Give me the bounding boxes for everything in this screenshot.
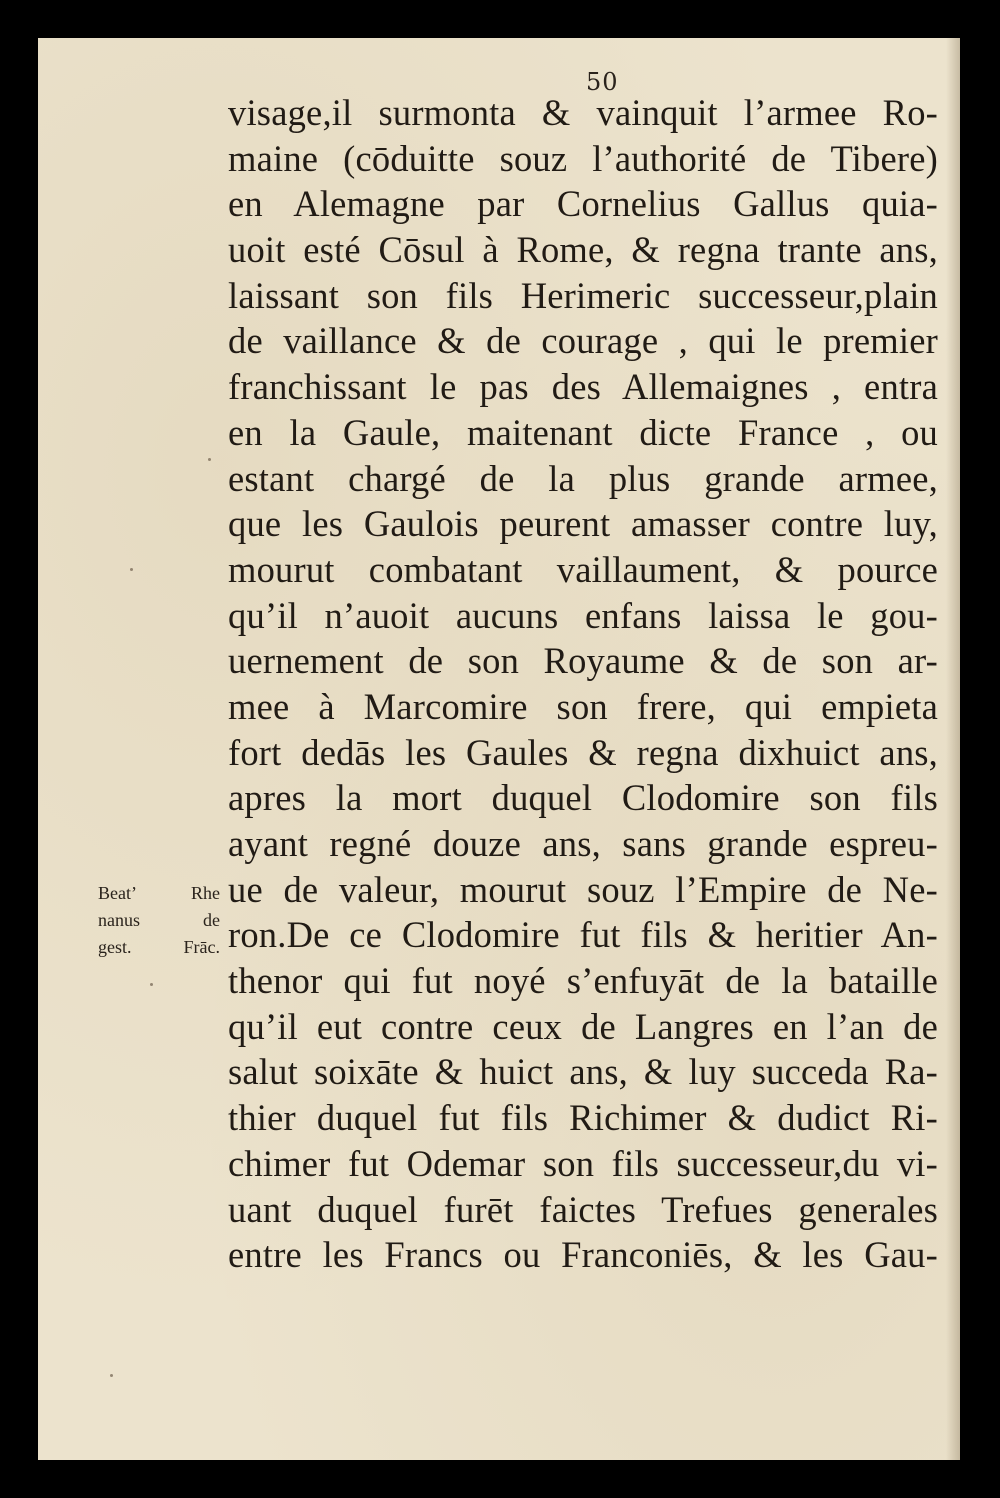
- page-edge-shadow: [946, 38, 960, 1460]
- text-line: ayant regné douze ans, sans grande espreu-: [228, 823, 938, 864]
- text-line: uernement de son Royaume & de son ar-: [228, 640, 938, 682]
- ink-speck: [110, 1374, 113, 1377]
- text-line: en Alemagne par Cornelius Gallus quia-: [228, 183, 938, 225]
- book-page: [38, 38, 960, 1460]
- margin-note-line: Beat’ Rhe: [98, 883, 220, 903]
- text-line: visage,il surmonta & vainquit l’armee Ro-: [228, 92, 938, 133]
- text-line: franchissant le pas des Allemaignes , entra: [228, 366, 938, 408]
- ink-speck: [130, 568, 133, 571]
- text-line: en la Gaule, maitenant dicte France , ou: [228, 411, 938, 453]
- text-line: de vaillance & de courage , qui le premier: [228, 320, 938, 362]
- margin-note-line: gest. Frāc.: [98, 937, 220, 957]
- text-line: que les Gaulois peurent amasser contre luy,: [228, 503, 938, 545]
- text-line: fort dedās les Gaules & regna dixhuict ans,: [228, 731, 938, 773]
- text-line: salut soixāte & huict ans, & luy succeda Ra-: [228, 1051, 938, 1093]
- text-line: ue de valeur, mourut souz l’Empire de Ne-: [228, 868, 938, 910]
- text-line: mourut combatant vaillaument, & pource: [228, 548, 938, 590]
- text-line: qu’il n’auoit aucuns enfans laissa le gou-: [228, 594, 938, 636]
- margin-note: [98, 880, 220, 961]
- text-line: ron.De ce Clodomire fut fils & heritier An-: [228, 914, 938, 956]
- text-line: apres la mort duquel Clodomire son fils: [228, 777, 938, 819]
- text-line: qu’il eut contre ceux de Langres en l’an de: [228, 1005, 938, 1047]
- text-line: estant chargé de la plus grande armee,: [228, 457, 938, 499]
- text-line: entre les Francs ou Franconiēs, & les Gau-: [228, 1234, 938, 1276]
- text-line: mee à Marcomire son frere, qui empieta: [228, 685, 938, 727]
- ink-speck: [150, 983, 153, 986]
- text-line: chimer fut Odemar son fils successeur,du vi-: [228, 1142, 938, 1184]
- page-number: 50: [586, 68, 619, 96]
- text-line: thenor qui fut noyé s’enfuyāt de la bataille: [228, 960, 938, 1002]
- text-line: uoit esté Cōsul à Rome, & regna trante ans,: [228, 229, 938, 271]
- text-line: uant duquel furēt faictes Trefues generales: [228, 1188, 938, 1230]
- body-text: [228, 90, 938, 1278]
- ink-speck: [208, 458, 211, 461]
- text-line: thier duquel fut fils Richimer & dudict Ri-: [228, 1097, 938, 1139]
- text-line: maine (cōduitte souz l’authorité de Tibere): [228, 137, 938, 179]
- margin-note-line: nanus de: [98, 910, 220, 930]
- text-line: laissant son fils Herimeric successeur,plain: [228, 274, 938, 316]
